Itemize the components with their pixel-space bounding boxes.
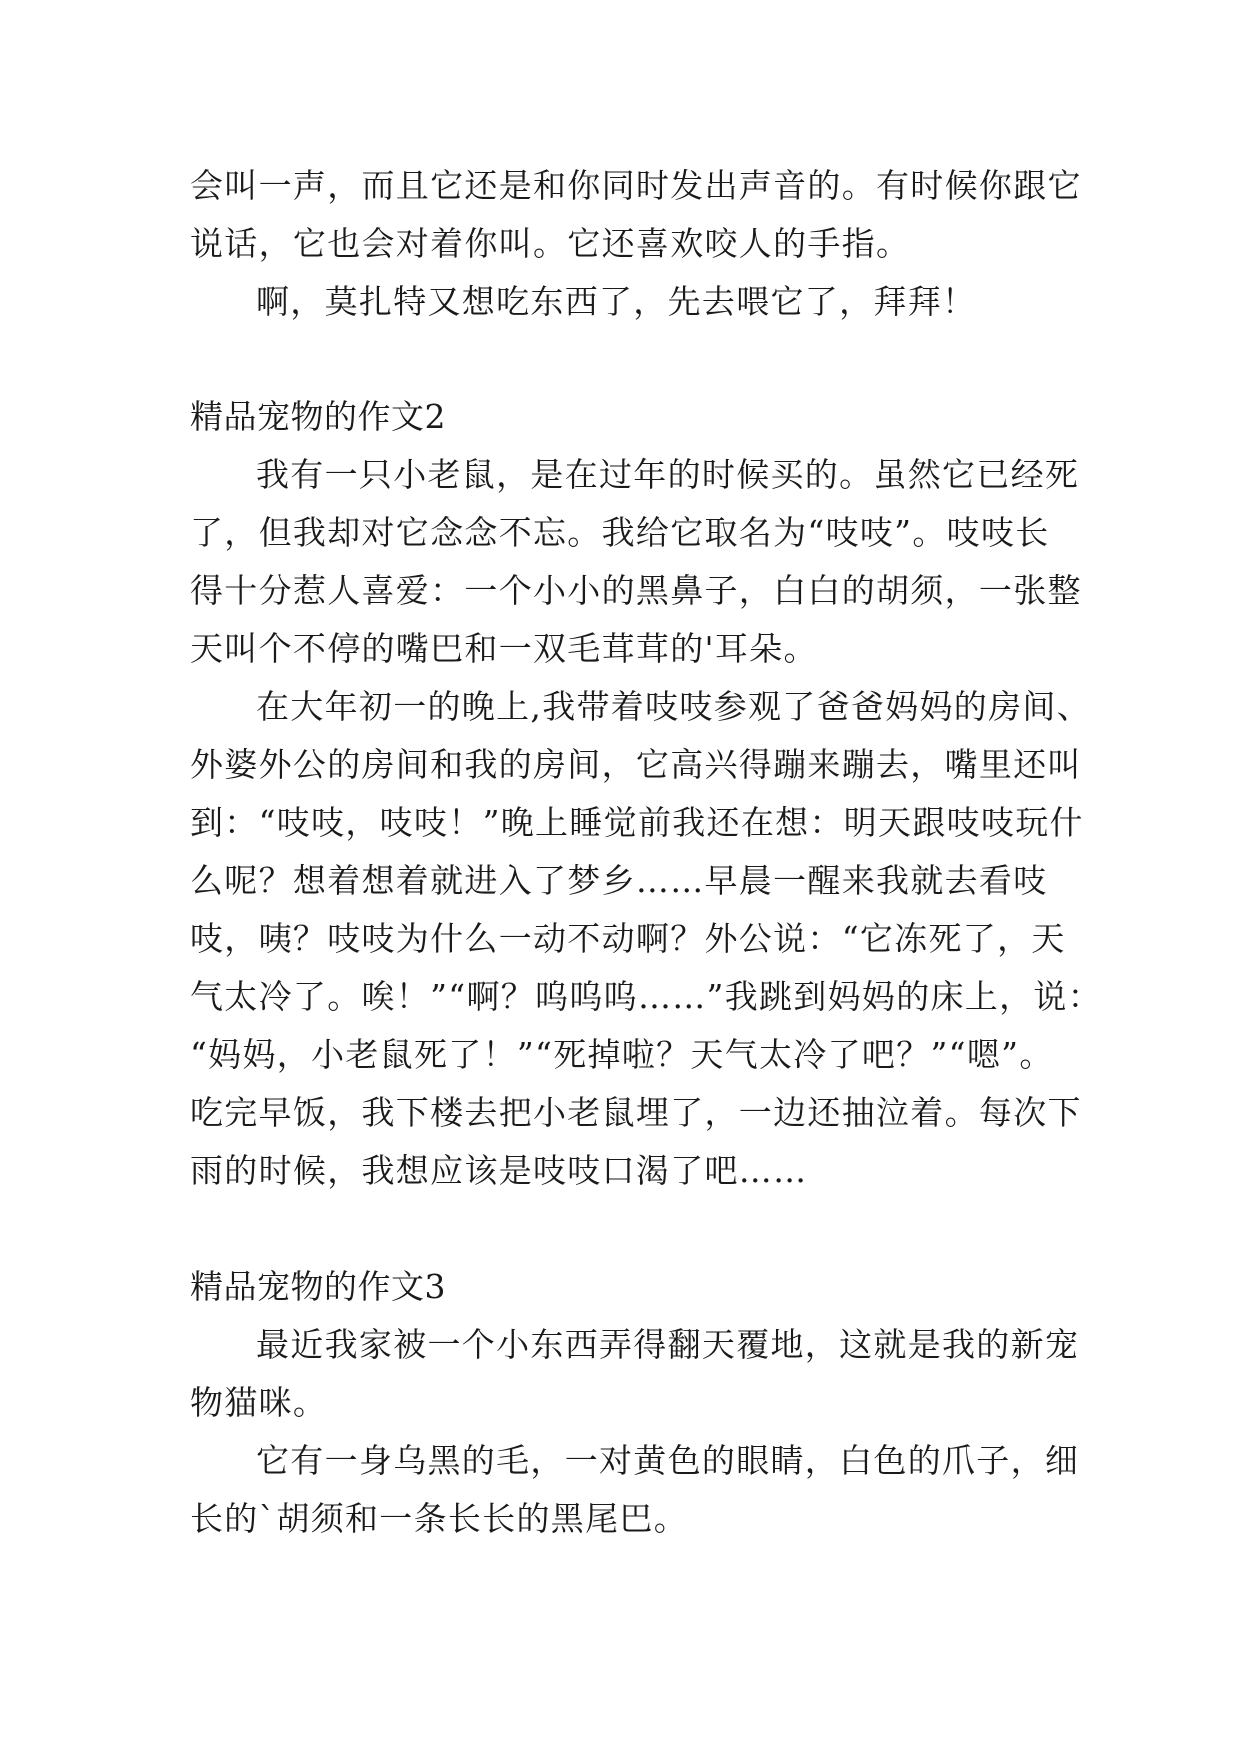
paragraph-line: 吃完早饭，我下楼去把小老鼠埋了，一边还抽泣着。每次下: [190, 1093, 1082, 1132]
paragraph-line: 了，但我却对它念念不忘。我给它取名为“吱吱”。吱吱长: [190, 513, 1050, 552]
paragraph-line: 我有一只小老鼠，是在过年的时候买的。虽然它已经死: [256, 455, 1080, 494]
paragraph-line: 啊，莫扎特又想吃东西了，先去喂它了，拜拜！: [256, 282, 977, 321]
paragraph-line: 气太冷了。唉！”“啊？呜呜呜……”我跳到妈妈的床上，说：: [190, 977, 1103, 1016]
paragraph-line: 么呢？想着想着就进入了梦乡……早晨一醒来我就去看吱: [190, 861, 1048, 900]
paragraph-line: 得十分惹人喜爱：一个小小的黑鼻子，白白的胡须，一张整: [190, 571, 1082, 610]
section-title: 精品宠物的作文3: [190, 1267, 446, 1306]
paragraph-line: 它有一身乌黑的毛，一对黄色的眼睛，白色的爪子，细: [256, 1441, 1080, 1480]
paragraph-line: 说话，它也会对着你叫。它还喜欢咬人的手指。: [190, 224, 911, 263]
paragraph-line: 长的`胡须和一条长长的黑尾巴。: [190, 1499, 688, 1538]
paragraph-line: 天叫个不停的嘴巴和一双毛茸茸的'耳朵。: [190, 629, 818, 668]
paragraph-line: 雨的时候，我想应该是吱吱口渴了吧……: [190, 1151, 808, 1190]
section-title: 精品宠物的作文2: [190, 397, 446, 436]
paragraph-line: 到：“吱吱，吱吱！”晚上睡觉前我还在想：明天跟吱吱玩什: [190, 803, 1084, 842]
paragraph-line: 吱，咦？吱吱为什么一动不动啊？外公说：“它冻死了，天: [190, 919, 1066, 958]
paragraph-line: 在大年初一的晚上,我带着吱吱参观了爸爸妈妈的房间、: [256, 687, 1091, 726]
paragraph-line: 最近我家被一个小东西弄得翻天覆地，这就是我的新宠: [256, 1325, 1080, 1364]
paragraph-line: 外婆外公的房间和我的房间，它高兴得蹦来蹦去，嘴里还叫: [190, 745, 1082, 784]
paragraph-line: 会叫一声，而且它还是和你同时发出声音的。有时候你跟它: [190, 166, 1082, 205]
paragraph-line: 物猫咪。: [190, 1383, 328, 1422]
paragraph-line: “妈妈，小老鼠死了！”“死掉啦？天气太冷了吧？”“嗯”。: [190, 1035, 1054, 1074]
